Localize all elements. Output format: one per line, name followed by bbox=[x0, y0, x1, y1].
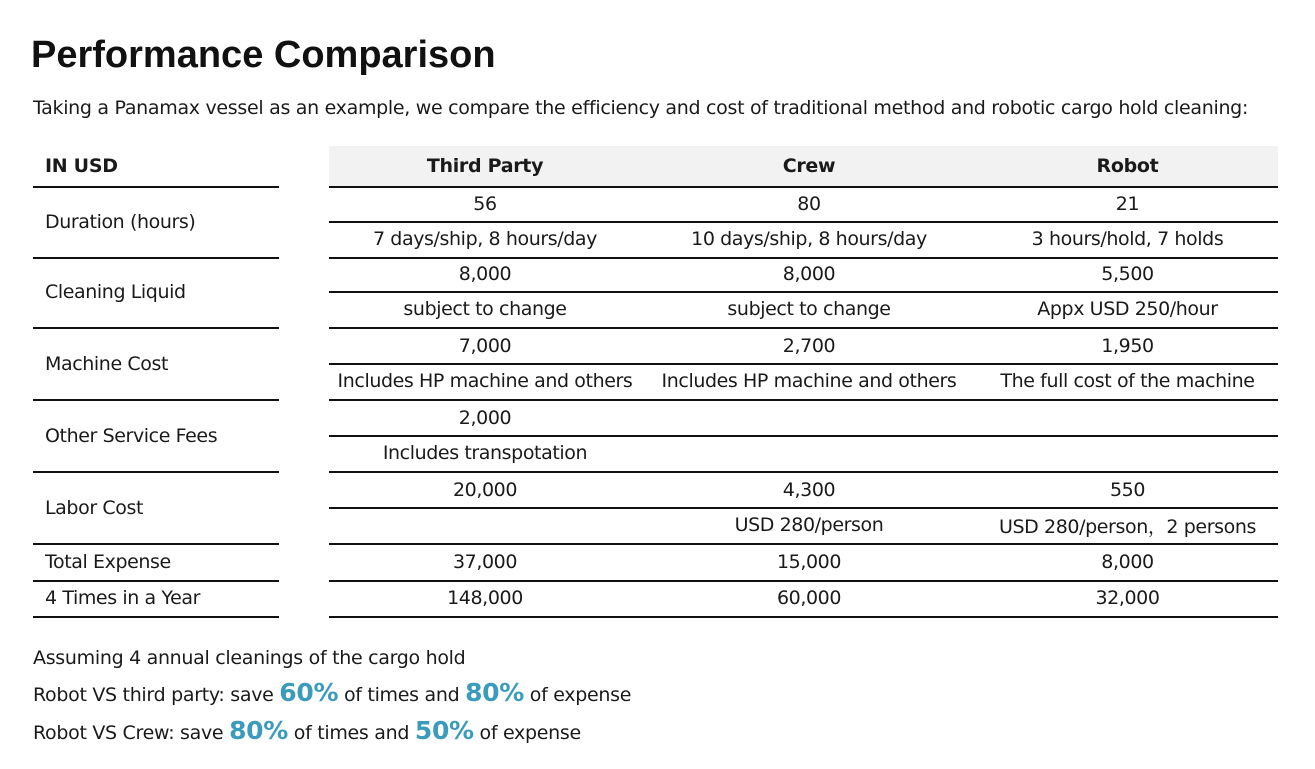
total-value: 8,000 bbox=[1101, 551, 1154, 573]
note-cell bbox=[329, 507, 641, 543]
value-cell: 7,000 bbox=[458, 334, 512, 357]
percent-times: 60% bbox=[279, 678, 339, 707]
column-header: Robot bbox=[1096, 155, 1159, 177]
page-title: Performance Comparison bbox=[31, 34, 496, 76]
row-label: Duration (hours) bbox=[45, 210, 196, 233]
assumption-text: Assuming 4 annual cleanings of the cargo hold bbox=[33, 647, 466, 669]
total-value: 32,000 bbox=[1095, 587, 1160, 609]
summary-line-third-party bbox=[33, 678, 631, 707]
value-cell: 2,000 bbox=[458, 406, 512, 429]
table-rule bbox=[329, 435, 1278, 437]
note-cell: Appx USD 250/hour bbox=[1037, 298, 1218, 320]
value-cell: 20,000 bbox=[452, 478, 518, 501]
column-header: Crew bbox=[782, 155, 836, 177]
note-cell: Includes HP machine and others bbox=[661, 370, 957, 392]
percent-expense: 50% bbox=[414, 716, 474, 745]
total-value: 15,000 bbox=[776, 551, 842, 573]
summary-text: of expense bbox=[524, 684, 632, 706]
total-label: 4 Times in a Year bbox=[45, 587, 201, 609]
total-value: 148,000 bbox=[447, 587, 523, 609]
row-label: Machine Cost bbox=[45, 352, 169, 375]
row-label: Cleaning Liquid bbox=[45, 280, 186, 303]
note-cell: Includes transpotation bbox=[382, 442, 588, 464]
table-rule bbox=[329, 616, 1278, 618]
note-cell: 7 days/ship, 8 hours/day bbox=[372, 228, 598, 250]
table-rule bbox=[329, 507, 1278, 509]
note-cell bbox=[641, 435, 977, 471]
value-cell bbox=[641, 400, 977, 435]
note-cell: USD 280/person，2 persons bbox=[999, 515, 1256, 538]
row-label: Other Service Fees bbox=[45, 424, 218, 447]
value-cell: 8,000 bbox=[458, 262, 512, 285]
value-cell: 4,300 bbox=[782, 478, 836, 501]
note-cell: subject to change bbox=[727, 298, 891, 320]
summary-text: of times and bbox=[338, 684, 466, 706]
note-cell: Includes HP machine and others bbox=[337, 370, 633, 392]
row-label: Labor Cost bbox=[45, 496, 144, 519]
value-cell: 56 bbox=[473, 192, 497, 215]
intro-text: Taking a Panamax vessel as an example, we compare the efficiency and cost of traditional method and robotic cargo hold cleaning: bbox=[33, 97, 1249, 119]
note-cell bbox=[977, 435, 1278, 471]
percent-expense: 80% bbox=[465, 678, 525, 707]
value-cell: 2,700 bbox=[782, 334, 836, 357]
table-rule bbox=[33, 616, 279, 618]
note-cell: The full cost of the machine bbox=[1000, 370, 1255, 392]
summary-text: of expense bbox=[473, 722, 581, 744]
summary-line-crew bbox=[33, 716, 581, 745]
percent-times: 80% bbox=[229, 716, 289, 745]
total-value: 37,000 bbox=[452, 551, 518, 573]
value-cell: 21 bbox=[1115, 192, 1140, 215]
value-cell: 5,500 bbox=[1101, 262, 1154, 285]
table-rule bbox=[329, 221, 1278, 223]
value-cell: 8,000 bbox=[782, 262, 836, 285]
total-label: Total Expense bbox=[45, 551, 171, 573]
table-rule bbox=[329, 291, 1278, 293]
table-rule bbox=[329, 363, 1278, 365]
value-cell: 1,950 bbox=[1101, 334, 1154, 357]
note-cell: 10 days/ship, 8 hours/day bbox=[691, 228, 927, 250]
total-value: 60,000 bbox=[776, 587, 842, 609]
summary-text: of times and bbox=[288, 722, 415, 744]
value-cell: 80 bbox=[797, 192, 821, 215]
corner-header: IN USD bbox=[45, 155, 118, 177]
note-cell: USD 280/person bbox=[734, 514, 884, 536]
note-cell: 3 hours/hold, 7 holds bbox=[1031, 228, 1224, 250]
note-cell: subject to change bbox=[403, 298, 567, 320]
value-cell: 550 bbox=[1109, 478, 1146, 501]
column-header: Third Party bbox=[426, 155, 544, 177]
summary-text: Robot VS third party: save bbox=[33, 684, 280, 706]
summary-text: Robot VS Crew: save bbox=[33, 722, 230, 744]
value-cell bbox=[977, 400, 1278, 435]
